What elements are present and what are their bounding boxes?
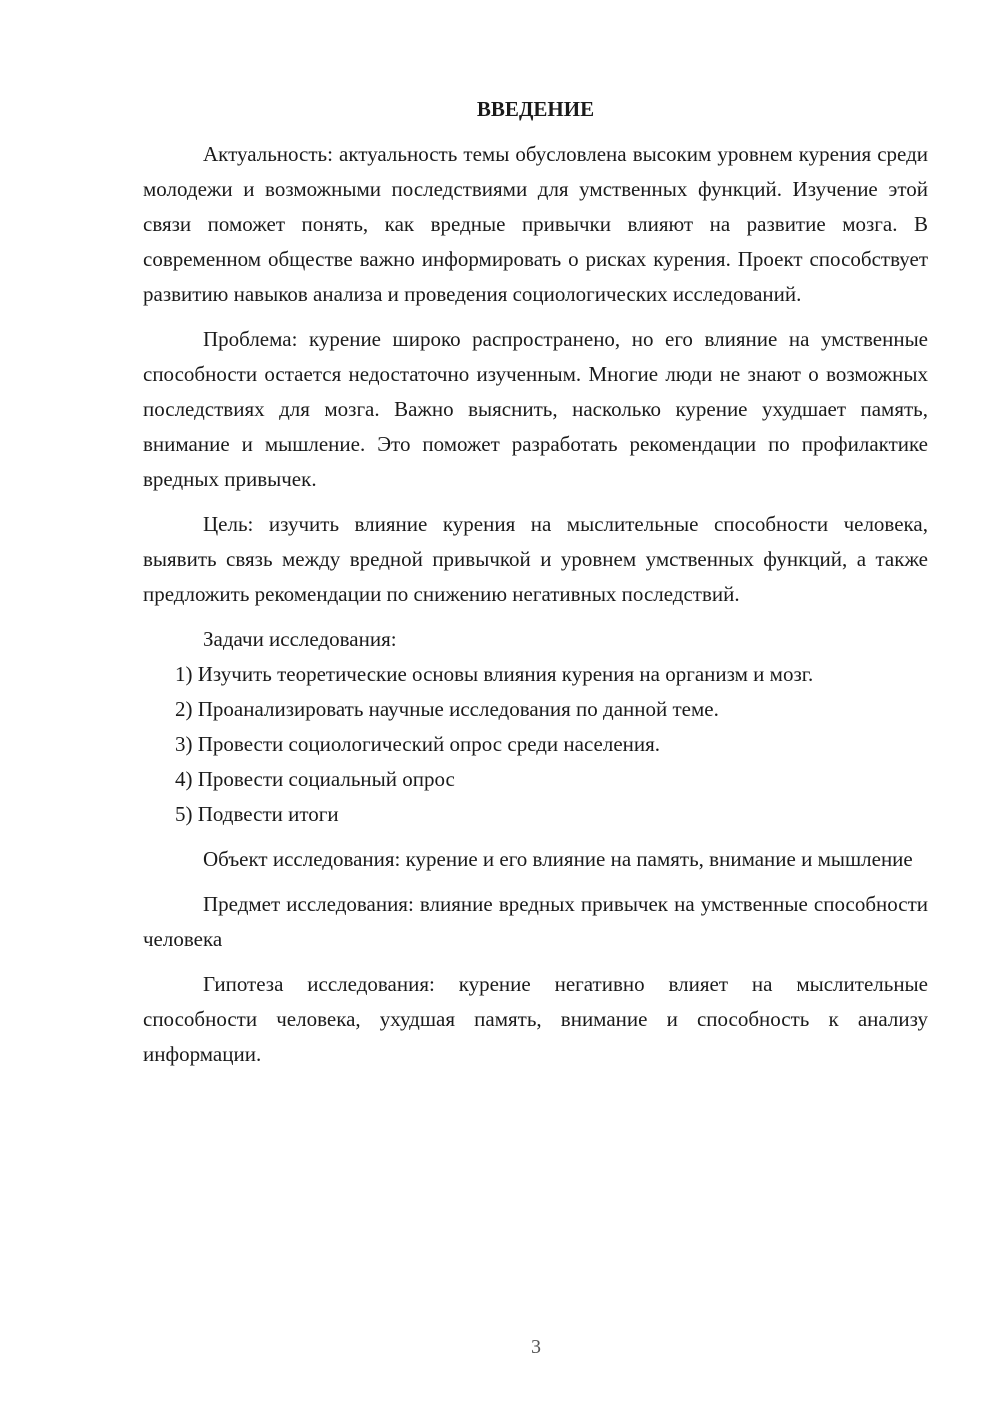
paragraph-goal: Цель: изучить влияние курения на мыслительные способности человека, выявить связь между вредной привычкой и уровнем умственных функций, а также предложить рекомендации по снижению негативных последствий. [143, 512, 928, 606]
task-item: 4) Провести социальный опрос [175, 767, 455, 791]
task-item: 3) Провести социологический опрос среди населения. [175, 732, 661, 756]
paragraph-problem: Проблема: курение широко распространено, но его влияние на умственные способности остается недостаточно изученным. Многие люди не знают о возможных последствиях для мозга. Важно выяснить, насколько курение ухудшает память, внимание и мышление. Это поможет разработать рекомендации по профилактике вредных привычек. [143, 327, 928, 491]
tasks-heading: Задачи исследования: [203, 627, 397, 651]
paragraph-object: Объект исследования: курение и его влияние на память, внимание и мышление [203, 847, 913, 871]
task-item: 1) Изучить теоретические основы влияния курения на организм и мозг. [175, 662, 814, 686]
page-number: 3 [531, 1336, 541, 1358]
paragraph-relevance: Актуальность: актуальность темы обусловлена высоким уровнем курения среди молодежи и возможными последствиями для умственных функций. Изучение этой связи поможет понять, как вредные привычки влияют на развитие мозга. В современном обществе важно информировать о рисках курения. Проект способствует развитию навыков анализа и проведения социологических исследований. [143, 142, 928, 306]
task-item: 2) Проанализировать научные исследования по данной теме. [175, 697, 719, 721]
paragraph-subject: Предмет исследования: влияние вредных привычек на умственные способности человека [143, 892, 928, 951]
section-title: ВВЕДЕНИЕ [476, 97, 595, 121]
paragraph-hypothesis: Гипотеза исследования: курение негативно влияет на мыслительные способности человека, ухудшая память, внимание и способность к анализу информации. [143, 972, 928, 1066]
page-content [143, 92, 928, 1072]
task-item: 5) Подвести итоги [175, 802, 339, 826]
